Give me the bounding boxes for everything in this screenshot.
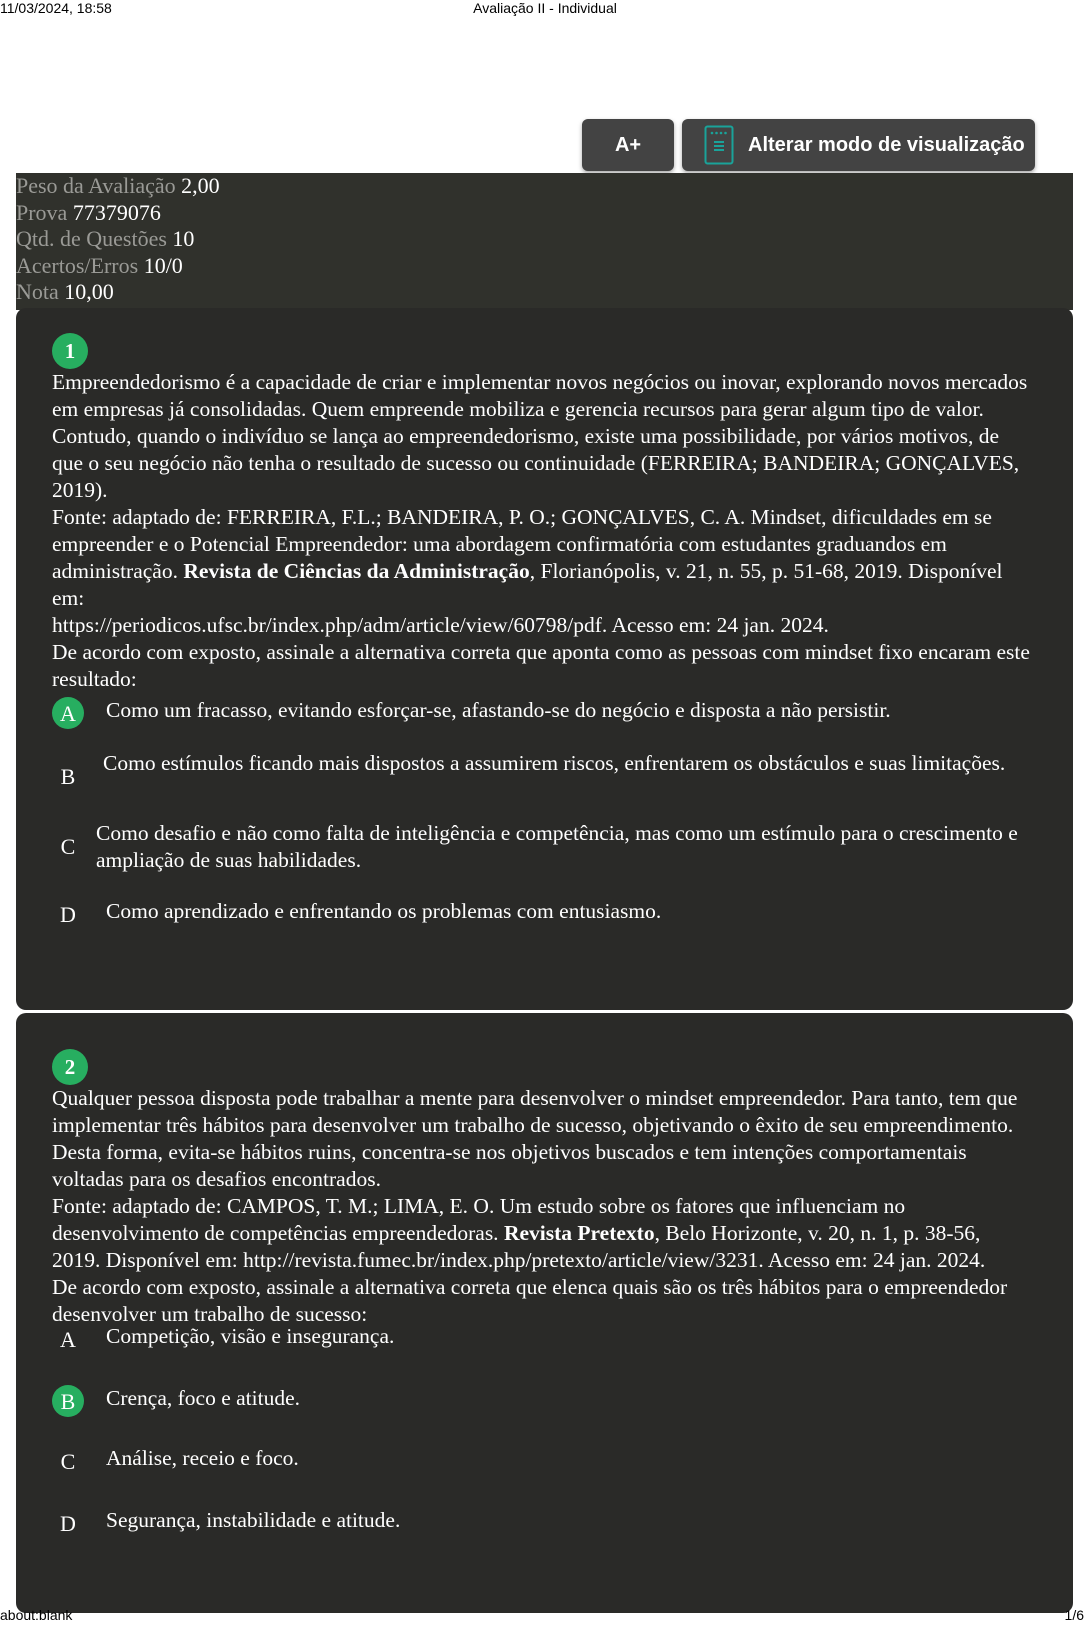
question-number: 1 [52,333,88,369]
info-value: 10/0 [143,252,183,278]
option-letter-correct: B [52,1385,84,1417]
info-row [16,279,1073,306]
print-header [0,0,1090,16]
info-row [16,226,1073,253]
option-text: Como um fracasso, evitando esforçar-se, afastando-se do negócio e disposta a não persistir. [106,698,891,722]
question-number: 2 [52,1049,88,1085]
option-b[interactable] [52,750,1033,792]
question-body-end: , Belo Horizonte, v. 20, n. 1, p. 38-56, 2019. Disponível em: http://revista.fumec.br/index.php/pretexto/article/view/3231. Acesso em: 24 jan. 2024. De acordo com exposto, assinale a alternativa correta que elenca quais são os três hábitos para o empreendedor desenvolver um trabalho de sucesso: [52,1221,1008,1326]
option-a[interactable] [52,1323,1033,1355]
info-value: 77379076 [72,199,161,225]
info-row [16,253,1073,280]
font-size-label: A+ [614,133,642,156]
question-card-1 [16,308,1073,1010]
option-d[interactable] [52,898,1033,930]
info-row [16,200,1073,227]
question-card-2 [16,1013,1073,1613]
info-label: Peso da Avaliação [16,173,176,198]
option-letter: C [60,1448,76,1474]
info-value: 10 [172,226,195,251]
journal-title: Revista Pretexto [503,1221,655,1245]
print-url: about:blank [0,1607,73,1623]
print-datetime: 11/03/2024, 18:58 [0,0,112,16]
view-mode-button[interactable] [682,119,1035,171]
option-text: Como estímulos ficando mais dispostos a assumirem riscos, enfrentarem os obstáculos e suas limitações. [103,751,1006,775]
exam-summary [16,173,1073,310]
option-letter: C [60,833,76,859]
view-mode-label: Alterar modo de visualização [748,133,1025,156]
option-c[interactable] [52,820,1033,874]
question-body-end: , Florianópolis, v. 21, n. 55, p. 51-68, 2019. Disponível em: https://periodicos.ufsc.br/index.php/adm/article/view/60798/pdf. Acesso em: 24 jan. 2024. De acordo com exposto, assinale a alternativa correta que aponta como as pessoas com mindset fixo encaram este resultado: [52,559,1030,691]
info-label: Qtd. de Questões [16,226,167,251]
option-letter: D [60,1510,76,1536]
info-label: Nota [16,279,59,304]
option-text: Crença, foco e atitude. [106,1386,301,1410]
option-b[interactable] [52,1385,1033,1417]
info-value: 10,00 [64,279,114,304]
option-letter: B [60,763,76,789]
option-letter: D [60,901,76,927]
journal-title: Revista de Ciências da Administração [183,559,530,583]
option-c[interactable] [52,1445,1033,1477]
option-text: Como desafio e não como falta de inteligência e competência, mas como um estímulo para o crescimento e ampliação de suas habilidades. [96,821,1018,872]
question-body: Qualquer pessoa disposta pode trabalhar a mente para desenvolver o mindset empreendedor. Para tanto, tem que implementar três hábitos para desenvolver um trabalho de sucesso, objetivando o êxito de seu empreendimento. Desta forma, evita-se hábitos ruins, concentra-se nos objetivos buscados e tem intenções comportamentais voltadas para os desafios encontrados. Fonte: adaptado de: CAMPOS, T. M.; LIMA, E. O. Um estudo sobre os fatores que influenciam no desenvolvimento de competências empreendedoras. [52,1086,1018,1245]
question-text [52,1085,1033,1328]
page-number: 1/6 [1064,1607,1084,1623]
info-value: 2,00 [181,173,220,198]
option-text: Análise, receio e foco. [106,1446,299,1470]
option-letter-correct: A [52,697,84,729]
info-row [16,173,1073,200]
document-icon [704,125,734,165]
print-title: Avaliação II - Individual [473,0,617,16]
print-footer [0,1607,1090,1623]
font-size-button[interactable] [582,119,674,171]
option-letter: A [60,1326,76,1352]
option-text: Segurança, instabilidade e atitude. [106,1508,401,1532]
question-body: Empreendedorismo é a capacidade de criar e implementar novos negócios ou inovar, explorando novos mercados em empresas já consolidadas. Quem empreende mobiliza e gerencia recursos para gerar algum tipo de valor. Contudo, quando o indivíduo se lança ao empreendedorismo, existe uma possibilidade, por vários motivos, de que o seu negócio não tenha o resultado de sucesso ou continuidade (FERREIRA; BANDEIRA; GONÇALVES, 2019). Fonte: adaptado de: FERREIRA, F.L.; BANDEIRA, P. O.; GONÇALVES, C. A. Mindset, dificuldades em se empreender e o Potencial Empreendedor: uma abordagem confirmatória com estudantes graduandos em administração. [52,370,1028,583]
info-label: Prova [16,199,68,225]
option-d[interactable] [52,1507,1033,1539]
option-text: Como aprendizado e enfrentando os problemas com entusiasmo. [106,899,662,923]
option-a[interactable] [52,697,1033,729]
info-label: Acertos/Erros [16,252,139,278]
option-text: Competição, visão e insegurança. [106,1324,395,1348]
question-text [52,369,1033,693]
